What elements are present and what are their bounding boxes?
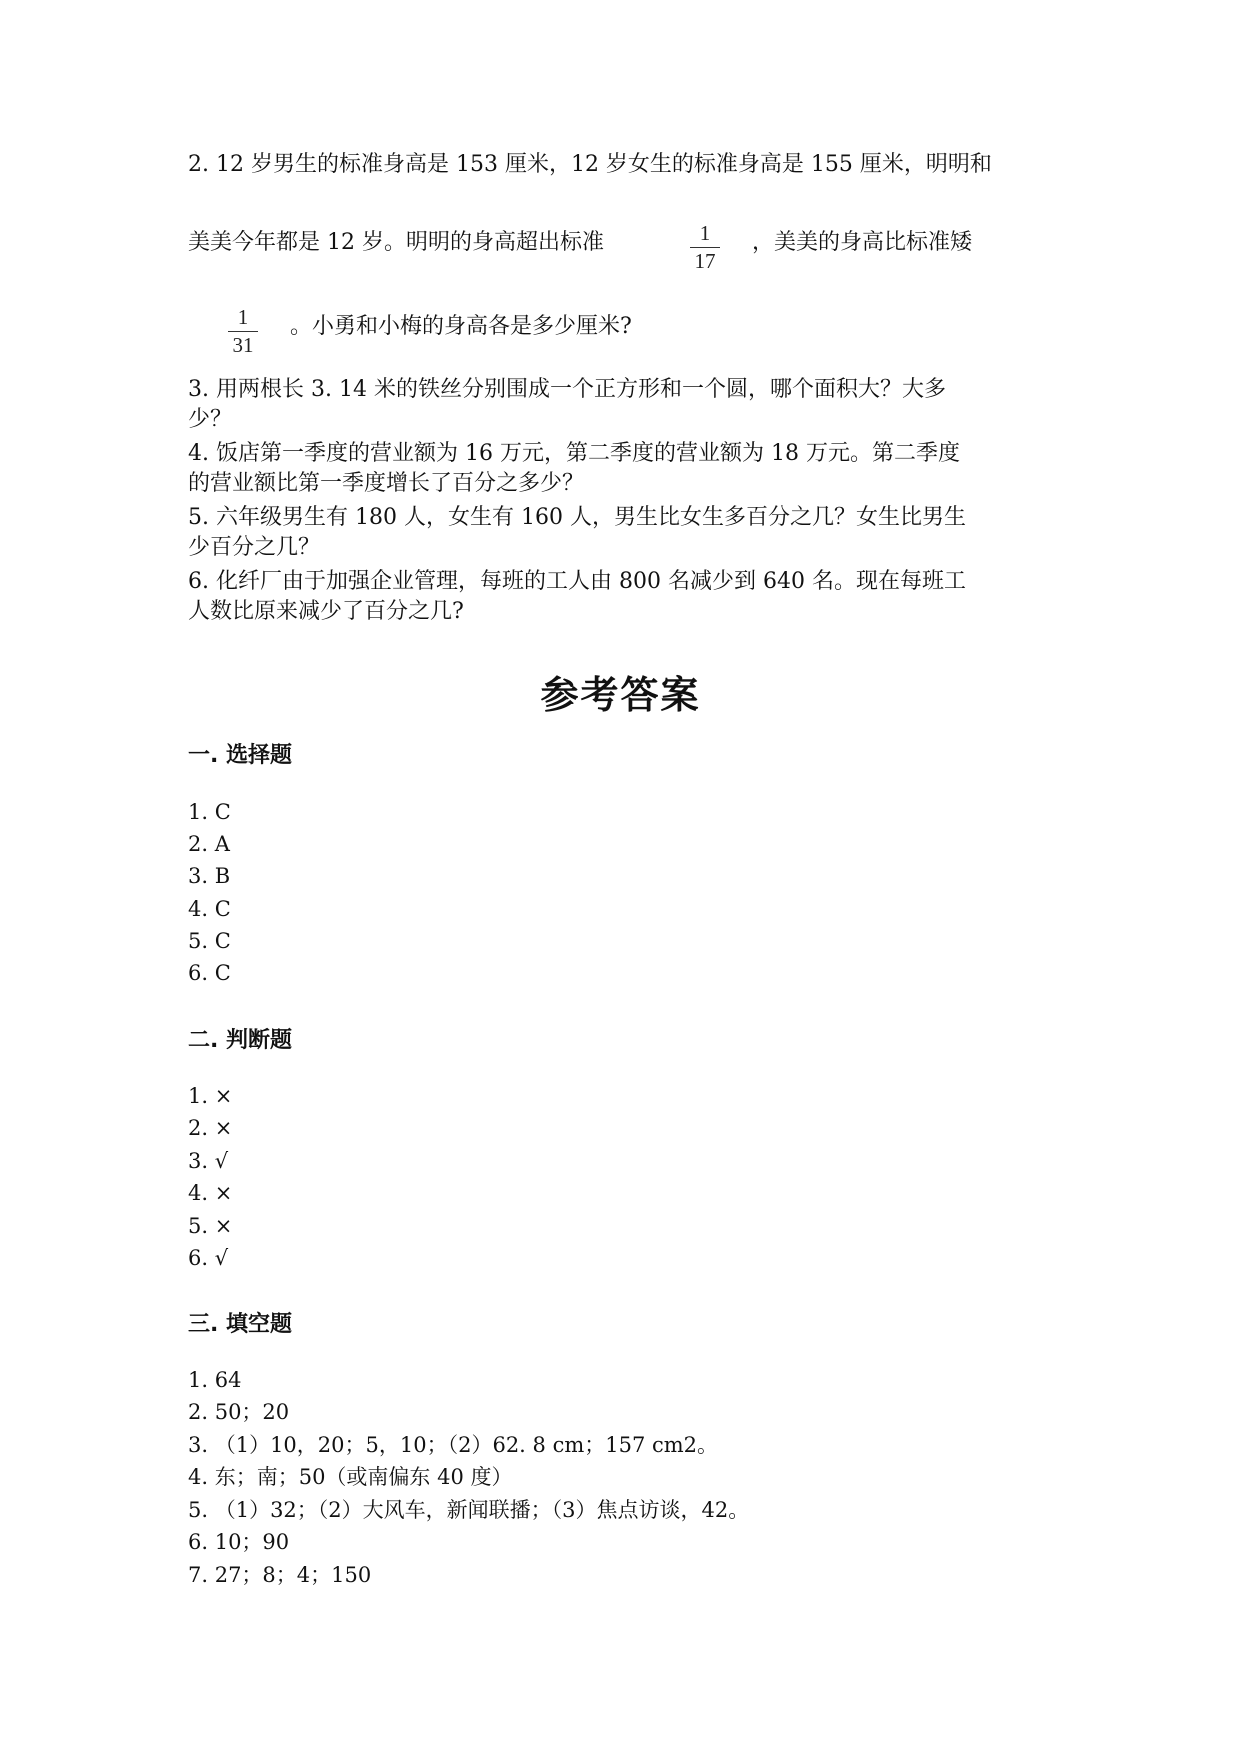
answer-item: 5. C <box>188 929 231 953</box>
q2-fraction-1 <box>690 222 720 272</box>
q2-line-2a: 美美今年都是 12 岁。明明的身高超出标准 <box>188 230 604 255</box>
section-heading-judgment: 二. 判断题 <box>188 1028 293 1053</box>
answers-title: 参考答案 <box>540 673 701 717</box>
q5-line-2: 少百分之几？ <box>188 535 321 560</box>
answer-item: 7. 27；8；4；150 <box>188 1563 372 1587</box>
q2-fraction-2 <box>228 306 258 356</box>
answer-item: 6. 10；90 <box>188 1530 290 1554</box>
answer-item: 6. C <box>188 961 231 985</box>
answer-item: 6. √ <box>188 1246 229 1270</box>
q6-line-1: 6. 化纤厂由于加强企业管理，每班的工人由 800 名减少到 640 名。现在每班工 <box>188 569 966 594</box>
answer-item: 5. × <box>188 1214 233 1238</box>
q4-line-2: 的营业额比第一季度增长了百分之多少？ <box>188 471 585 496</box>
section-heading-choice: 一. 选择题 <box>188 743 293 768</box>
fraction-bar <box>228 331 258 332</box>
answer-item: 3. B <box>188 864 231 888</box>
section-heading-fill-blank: 三. 填空题 <box>188 1312 293 1337</box>
answer-item: 1. 64 <box>188 1368 242 1392</box>
answer-item: 2. × <box>188 1116 233 1140</box>
fraction-numerator: 1 <box>237 305 249 329</box>
fraction-numerator: 1 <box>699 221 711 245</box>
q2-line-2b: ，美美的身高比标准矮 <box>752 230 973 255</box>
q2-line-3: 。小勇和小梅的身高各是多少厘米? <box>290 314 632 339</box>
answer-item: 4. 东；南；50（或南偏东 40 度） <box>188 1465 513 1489</box>
answer-item: 4. × <box>188 1181 233 1205</box>
answer-item: 1. C <box>188 800 231 824</box>
q4-line-1: 4. 饭店第一季度的营业额为 16 万元，第二季度的营业额为 18 万元。第二季度 <box>188 441 960 466</box>
q3-line-2: 少？ <box>188 407 233 432</box>
answer-item: 5. （1）32；（2）大风车，新闻联播；（3）焦点访谈，42。 <box>188 1498 750 1522</box>
fraction-denominator: 17 <box>694 249 716 273</box>
answer-item: 4. C <box>188 897 231 921</box>
answer-item: 1. × <box>188 1084 233 1108</box>
q5-line-1: 5. 六年级男生有 180 人，女生有 160 人，男生比女生多百分之几？女生比男生 <box>188 505 966 530</box>
answer-item: 3. （1）10，20；5，10；（2）62. 8 cm；157 cm2。 <box>188 1433 719 1457</box>
answer-item: 2. A <box>188 832 230 856</box>
fraction-bar <box>690 247 720 248</box>
q6-line-2: 人数比原来减少了百分之几? <box>188 599 464 624</box>
fraction-denominator: 31 <box>232 333 254 357</box>
q3-line-1: 3. 用两根长 3. 14 米的铁丝分别围成一个正方形和一个圆，哪个面积大？大多 <box>188 377 946 402</box>
answer-item: 3. √ <box>188 1149 229 1173</box>
q2-line-1: 2. 12 岁男生的标准身高是 153 厘米，12 岁女生的标准身高是 155 厘米，明明和 <box>188 152 992 177</box>
answer-item: 2. 50；20 <box>188 1400 290 1424</box>
